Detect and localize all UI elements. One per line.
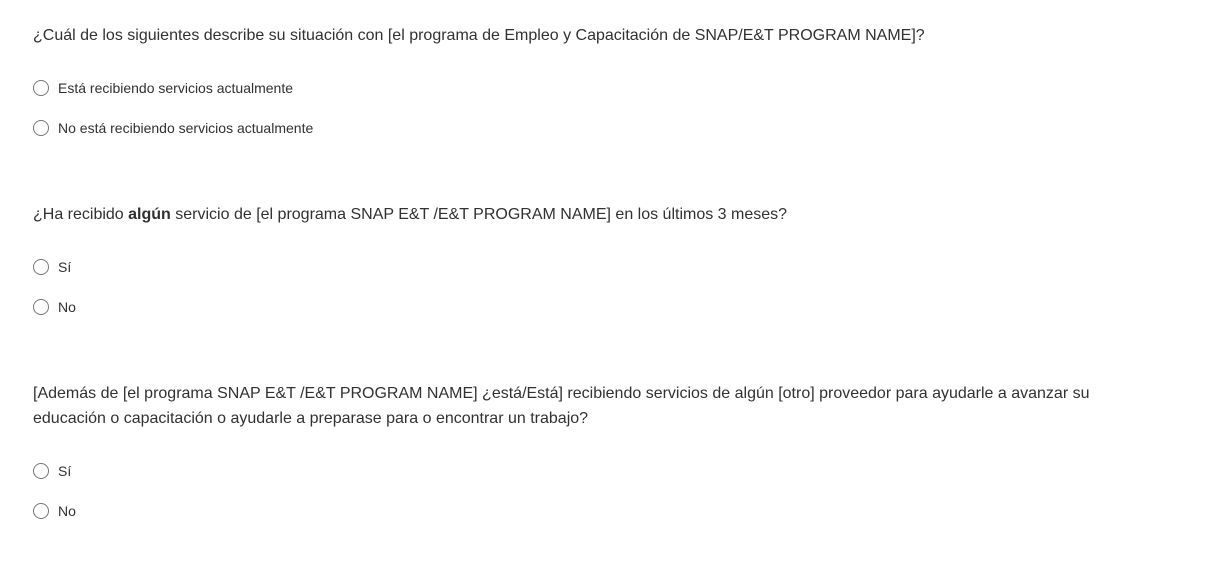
question-block-3 [33, 381, 1155, 521]
radio-button-icon [33, 120, 49, 136]
radio-option-label: Está recibiendo servicios actualmente [58, 80, 294, 96]
question-1-text: ¿Cuál de los siguientes describe su situación con [el programa de Empleo y Capacitación de SNAP/E&T PROGRAM NAME]? [33, 27, 925, 44]
question-1-radio-group [33, 78, 1155, 138]
question-3-radio-group [33, 461, 1155, 521]
radio-button-icon [33, 80, 49, 96]
radio-button-icon [33, 463, 49, 479]
radio-option-label: Sí [58, 463, 72, 479]
radio-option-label: No [58, 299, 76, 315]
question-3-text: [Además de [el programa SNAP E&T /E&T PROGRAM NAME] ¿está/Está] recibiendo servicios de algún [otro] proveedor para ayudarle a avanzar su educación o capacitación o ayudarle a preparase para o encontrar un trabajo? [33, 385, 1090, 427]
question-2-text-suffix: servicio de [el programa SNAP E&T /E&T PROGRAM NAME] en los últimos 3 meses? [170, 206, 788, 223]
radio-option-label: Sí [58, 259, 72, 275]
question-2-radio-group [33, 257, 1155, 317]
question-block-2 [33, 202, 1155, 317]
radio-button-icon [33, 503, 49, 519]
question-block-1 [33, 23, 1155, 138]
radio-option-label: No está recibiendo servicios actualmente [58, 120, 314, 136]
radio-option-q1-receiving[interactable] [33, 78, 293, 98]
radio-button-icon [33, 299, 49, 315]
radio-option-q3-no[interactable] [33, 501, 76, 521]
radio-option-q2-no[interactable] [33, 297, 76, 317]
question-2-text [33, 202, 1155, 227]
radio-option-label: No [58, 503, 76, 519]
question-2-text-bold: algún [128, 206, 171, 223]
radio-option-q1-not-receiving[interactable] [33, 118, 313, 138]
radio-option-q2-yes[interactable] [33, 257, 71, 277]
radio-button-icon [33, 259, 49, 275]
radio-option-q3-yes[interactable] [33, 461, 71, 481]
question-2-text-prefix: ¿Ha recibido [33, 206, 129, 223]
